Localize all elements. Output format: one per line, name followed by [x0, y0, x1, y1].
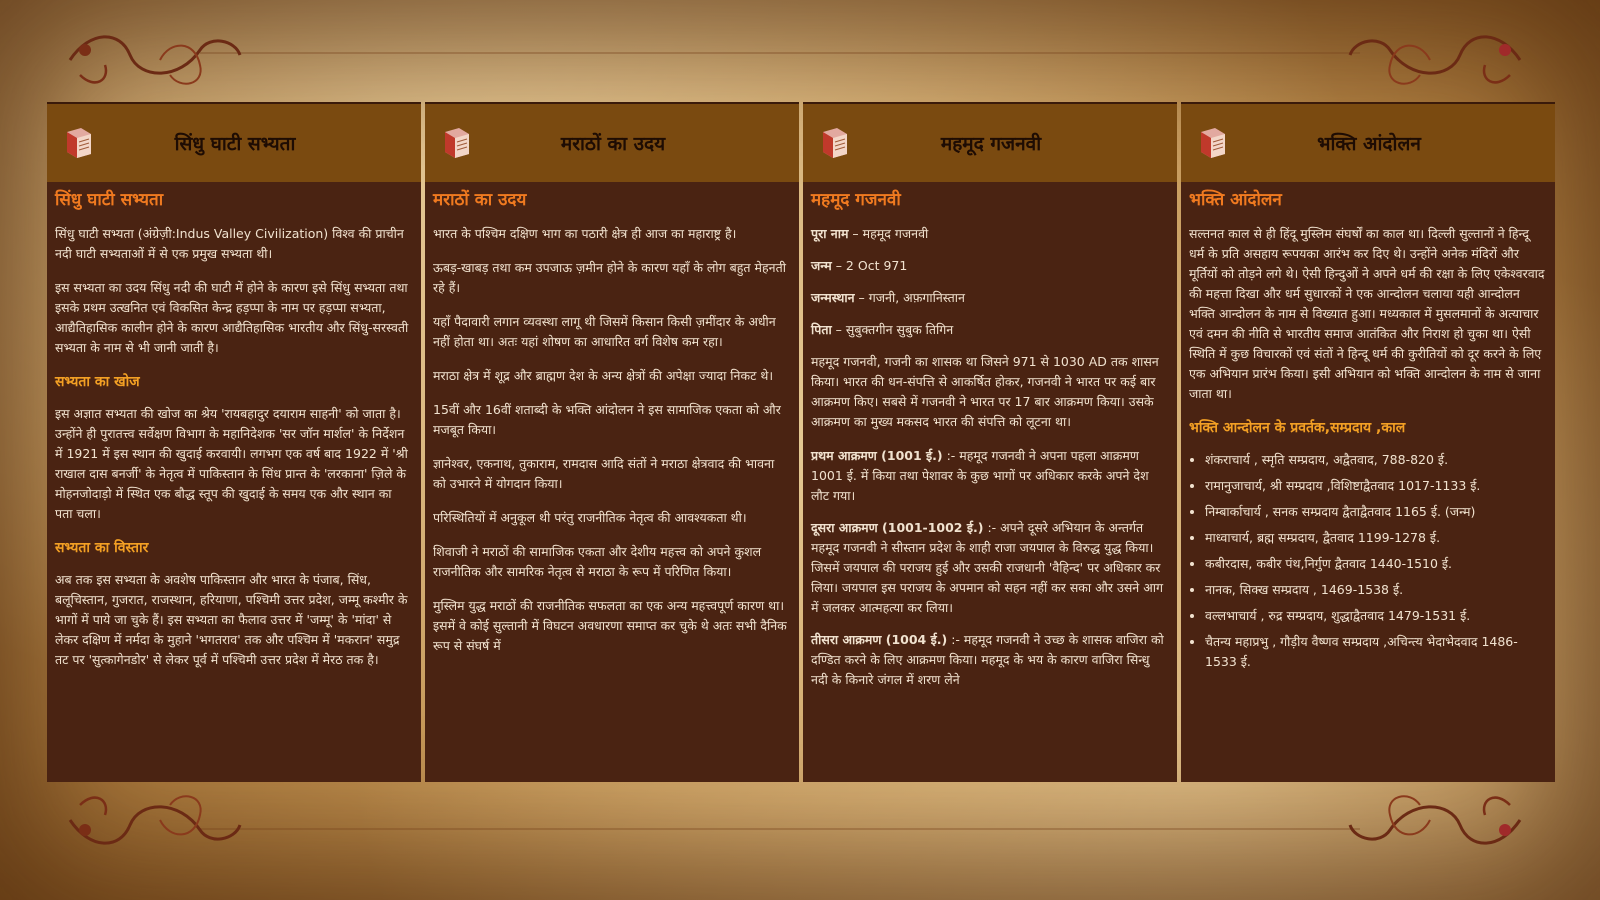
panel-header[interactable]	[803, 104, 1177, 182]
paragraph: ज्ञानेश्वर, एकनाथ, तुकाराम, रामदास आदि संतों ने मराठा क्षेत्रवाद की भावना को उभारने में योगदान किया।	[433, 456, 775, 491]
list-item: • चैतन्य महाप्रभु , गौड़ीय वैष्णव सम्प्रदाय ,अचिन्त्य भेदाभेदवाद 1486-1533 ई.	[1205, 632, 1545, 672]
bottom-rule	[200, 828, 1360, 830]
content-title: महमूद गजनवी	[811, 190, 901, 210]
fact-label: जन्म	[811, 258, 832, 273]
panel-content[interactable]	[47, 182, 421, 782]
paragraph: मुस्लिम युद्ध मराठों की राजनीतिक सफलता का एक अन्य महत्त्वपूर्ण कारण था। इसमें वे कोई सुल्तानी में विघटन अवधारणा समाप्त कर चुके थे अतः सभी दैनिक रूप से संघर्ष में	[433, 598, 787, 653]
content-title: सिंधु घाटी सभ्यता	[55, 190, 164, 210]
book-icon[interactable]	[441, 126, 473, 160]
panel-header-title: सिंधु घाटी सभ्यता	[174, 133, 296, 155]
flourish-ornament-icon	[1340, 20, 1540, 100]
paragraph: मराठा क्षेत्र में शूद्र और ब्राह्मण देश के अन्य क्षेत्रों की अपेक्षा ज्यादा निकट थे।	[433, 368, 774, 383]
fact-line	[811, 224, 1167, 244]
list-item: • निम्बार्काचार्य , सनक सम्प्रदाय द्वैताद्वैतवाद 1165 ई. (जन्म)	[1205, 502, 1545, 522]
flourish-ornament-icon	[1340, 780, 1540, 860]
list-item: • शंकराचार्य , स्मृति सम्प्रदाय, अद्वैतवाद, 788-820 ई.	[1205, 450, 1545, 470]
topic-panel[interactable]	[1181, 102, 1555, 782]
fact-line	[811, 256, 1167, 276]
panel-header[interactable]	[1181, 104, 1555, 182]
fact-label: जन्मस्थान	[811, 290, 855, 305]
list-item: • कबीरदास, कबीर पंथ,निर्गुण द्वैतवाद 1440-1510 ई.	[1205, 554, 1545, 574]
fact-label: दूसरा आक्रमण (1001-1002 ई.)	[811, 520, 984, 535]
fact-line	[811, 518, 1167, 618]
paragraph: सिंधु घाटी सभ्यता (अंग्रेज़ी:Indus Valley Civilization) विश्व की प्राचीन नदी घाटी सभ्यताओं में से एक प्रमुख सभ्यता थी।	[55, 226, 404, 261]
flourish-ornament-icon	[50, 20, 250, 100]
section-heading: सभ्यता का खोज	[55, 374, 140, 390]
fact-line	[811, 288, 1167, 308]
flourish-ornament-icon	[50, 780, 250, 860]
fact-label: पिता	[811, 322, 832, 337]
paragraph: 15वीं और 16वीं शताब्दी के भक्ति आंदोलन ने इस सामाजिक एकता को और मजबूत किया।	[433, 402, 781, 437]
panel-header[interactable]	[425, 104, 799, 182]
section-heading: सभ्यता का विस्तार	[55, 540, 149, 556]
paragraph: इस अज्ञात सभ्यता की खोज का श्रेय 'रायबहादुर दयाराम साहनी' को जाता है। उन्होंने ही पुरातत्त्व सर्वेक्षण विभाग के महानिदेशक 'सर जॉन मार्शल' के निर्देशन में 1921 में इस स्थान की खुदाई करवायी। लगभग एक वर्ष बाद 1922 में 'श्री राखाल दास बनर्जी' के नेतृत्व में पाकिस्तान के सिंध प्रान्त के 'लरकाना' ज़िले के मोहनजोदाड़ो में स्थित एक बौद्ध स्तूप की खुदाई के समय एक और स्थान का पता चला।	[55, 406, 408, 521]
topic-panel[interactable]	[47, 102, 421, 782]
fact-label: पूरा नाम	[811, 226, 849, 241]
fact-label: प्रथम आक्रमण (1001 ई.)	[811, 448, 943, 463]
list-item: • रामानुजाचार्य, श्री सम्प्रदाय ,विशिष्टाद्वैतवाद 1017-1133 ई.	[1205, 476, 1545, 496]
panel-content[interactable]	[425, 182, 799, 782]
section-heading: भक्ति आन्दोलन के प्रवर्तक,सम्प्रदाय ,काल	[1189, 420, 1406, 436]
book-icon[interactable]	[1197, 126, 1229, 160]
book-icon[interactable]	[819, 126, 851, 160]
topic-panel[interactable]	[425, 102, 799, 782]
panel-content[interactable]	[1181, 182, 1555, 782]
paragraph: यहाँ पैदावारी लगान व्यवस्था लागू थी जिसमें किसान किसी ज़मींदार के अधीन नहीं होता था। अतः यहां शोषण का आधारित वर्ग विशेष कम रहा।	[433, 314, 776, 349]
panel-header-title: मराठों का उदय	[560, 133, 666, 155]
paragraph: शिवाजी ने मराठों की सामाजिक एकता और देशीय महत्त्व को अपने कुशल राजनीतिक और सामरिक नेतृत्व से मराठा के रूप में परिणित किया।	[433, 544, 762, 579]
paragraph: ऊबड़-खाबड़ तथा कम उपजाऊ ज़मीन होने के कारण यहाँ के लोग बहुत मेहनती रहे हैं।	[433, 260, 786, 295]
paragraph: भारत के पश्चिम दक्षिण भाग का पठारी क्षेत्र ही आज का महाराष्ट्र है।	[433, 226, 737, 241]
fact-value: :- अपने दूसरे अभियान के अन्तर्गत महमूद गजनवी ने सीस्तान प्रदेश के शाही राजा जयपाल के विरुद्ध युद्ध किया। जिसमें जयपाल की पराजय हुई और उसकी राजधानी 'वैहिन्द' पर अधिकार कर लिया। जयपाल इस पराजय के अपमान को सहन नहीं कर सका और उसने आग में जलकर आत्महत्या कर लिया।	[811, 520, 1164, 615]
fact-value: :- महमूद गजनवी ने उच्छ के शासक वाजिरा को दण्डित करने के लिए आक्रमण किया। महमूद के भय के कारण वाजिरा सिन्धु नदी के किनारे जंगल में शरण लेने	[811, 632, 1164, 687]
fact-line	[811, 320, 1167, 340]
panel-content[interactable]	[803, 182, 1177, 782]
fact-value: – सुबुक्तगीन सुबुक तिगिन	[831, 322, 954, 337]
fact-label: तीसरा आक्रमण (1004 ई.)	[811, 632, 948, 647]
fact-line	[811, 630, 1167, 690]
paragraph: महमूद गजनवी, गजनी का शासक था जिसने 971 से 1030 AD तक शासन किया। भारत की धन-संपत्ति से आकर्षित होकर, गजनवी ने भारत पर कई बार आक्रमण किए। सबसे में गजनवी ने भारत पर 17 बार आक्रमण किया। उसके आक्रमण का मुख्य मकसद भारत की संपत्ति को लूटना था।	[811, 354, 1159, 429]
list-item: • नानक, सिक्ख सम्प्रदाय , 1469-1538 ई.	[1205, 580, 1545, 600]
paragraph: परिस्थितियों में अनुकूल थी परंतु राजनीतिक नेतृत्व की आवश्यकता थी।	[433, 510, 747, 525]
fact-value: – 2 Oct 971	[831, 258, 908, 273]
paragraph: सल्तनत काल से ही हिंदू मुस्लिम संघर्षों का काल था। दिल्ली सुल्तानों ने हिन्दू धर्म के प्रति असहाय रूपयका आरंभ कर दिए थे। उन्होंने अनेक मंदिरों और मूर्तियों को तोड़ने लगे थे। ऐसी हिन्दुओं ने अपने धर्म की रक्षा के लिए एकेश्वरवाद की महत्ता दिखा और धर्म सुधारकों ने एक आन्दोलन चलाया यही आन्दोलन भक्ति आन्दोलन के नाम से विख्यात हुआ। मध्यकाल में मुसलमानों के अत्याचार एवं दमन की नीति से भारतीय समाज आतंकित और निराश हो चुका था। ऐसी स्थिति में कुछ विचारकों एवं संतों ने हिन्दू धर्म की कुरीतियों को दूर करने के लिए एक अभियान प्रारंभ किया। इसी अभियान को भक्ति आन्दोलन के नाम से जाना जाता था।	[1189, 226, 1545, 401]
topic-panel[interactable]	[803, 102, 1177, 782]
top-rule	[200, 52, 1360, 54]
bullet-list	[1189, 450, 1545, 672]
fact-value: – गजनी, अफ़गानिस्तान	[854, 290, 965, 305]
panel-header-title: महमूद गजनवी	[940, 133, 1042, 155]
fact-value: – महमूद गजनवी	[848, 226, 929, 241]
topic-panels	[47, 102, 1555, 782]
book-icon[interactable]	[63, 126, 95, 160]
paragraph: इस सभ्यता का उदय सिंधु नदी की घाटी में होने के कारण इसे सिंधु सभ्यता तथा इसके प्रथम उत्खनित एवं विकसित केन्द्र हड़प्पा के नाम पर हड़प्पा सभ्यता, आद्यैतिहासिक कालीन होने के कारण आद्यैतिहासिक भारतीय और सिंधु-सरस्वती सभ्यता के नाम से भी जानी जाती है।	[55, 280, 409, 355]
fact-line	[811, 446, 1167, 506]
panel-header-title: भक्ति आंदोलन	[1317, 133, 1421, 155]
content-title: मराठों का उदय	[433, 190, 527, 210]
fact-value: :- महमूद गजनवी ने अपना पहला आक्रमण 1001 ई. में किया तथा पेशावर के कुछ भागों पर अधिकार करके अपने देश लौट गया।	[811, 448, 1149, 503]
content-title: भक्ति आंदोलन	[1189, 190, 1282, 210]
paragraph: अब तक इस सभ्यता के अवशेष पाकिस्तान और भारत के पंजाब, सिंध, बलूचिस्तान, गुजरात, राजस्थान, हरियाणा, पश्चिमी उत्तर प्रदेश, जम्मू कश्मीर के भागों में पाये जा चुके हैं। इस सभ्यता का फैलाव उत्तर में 'जम्मू' के 'मांदा' से लेकर दक्षिण में नर्मदा के मुहाने 'भगतराव' तक और पश्चिम में 'मकरान' समुद्र तट पर 'सुत्कागेनडोर' से लेकर पूर्व में पश्चिमी उत्तर प्रदेश में मेरठ तक है।	[55, 572, 408, 667]
list-item: • वल्लभाचार्य , रुद्र सम्प्रदाय, शुद्धाद्वैतवाद 1479-1531 ई.	[1205, 606, 1545, 626]
list-item: • माध्वाचार्य, ब्रह्म सम्प्रदाय, द्वैतवाद 1199-1278 ई.	[1205, 528, 1545, 548]
panel-header[interactable]	[47, 104, 421, 182]
